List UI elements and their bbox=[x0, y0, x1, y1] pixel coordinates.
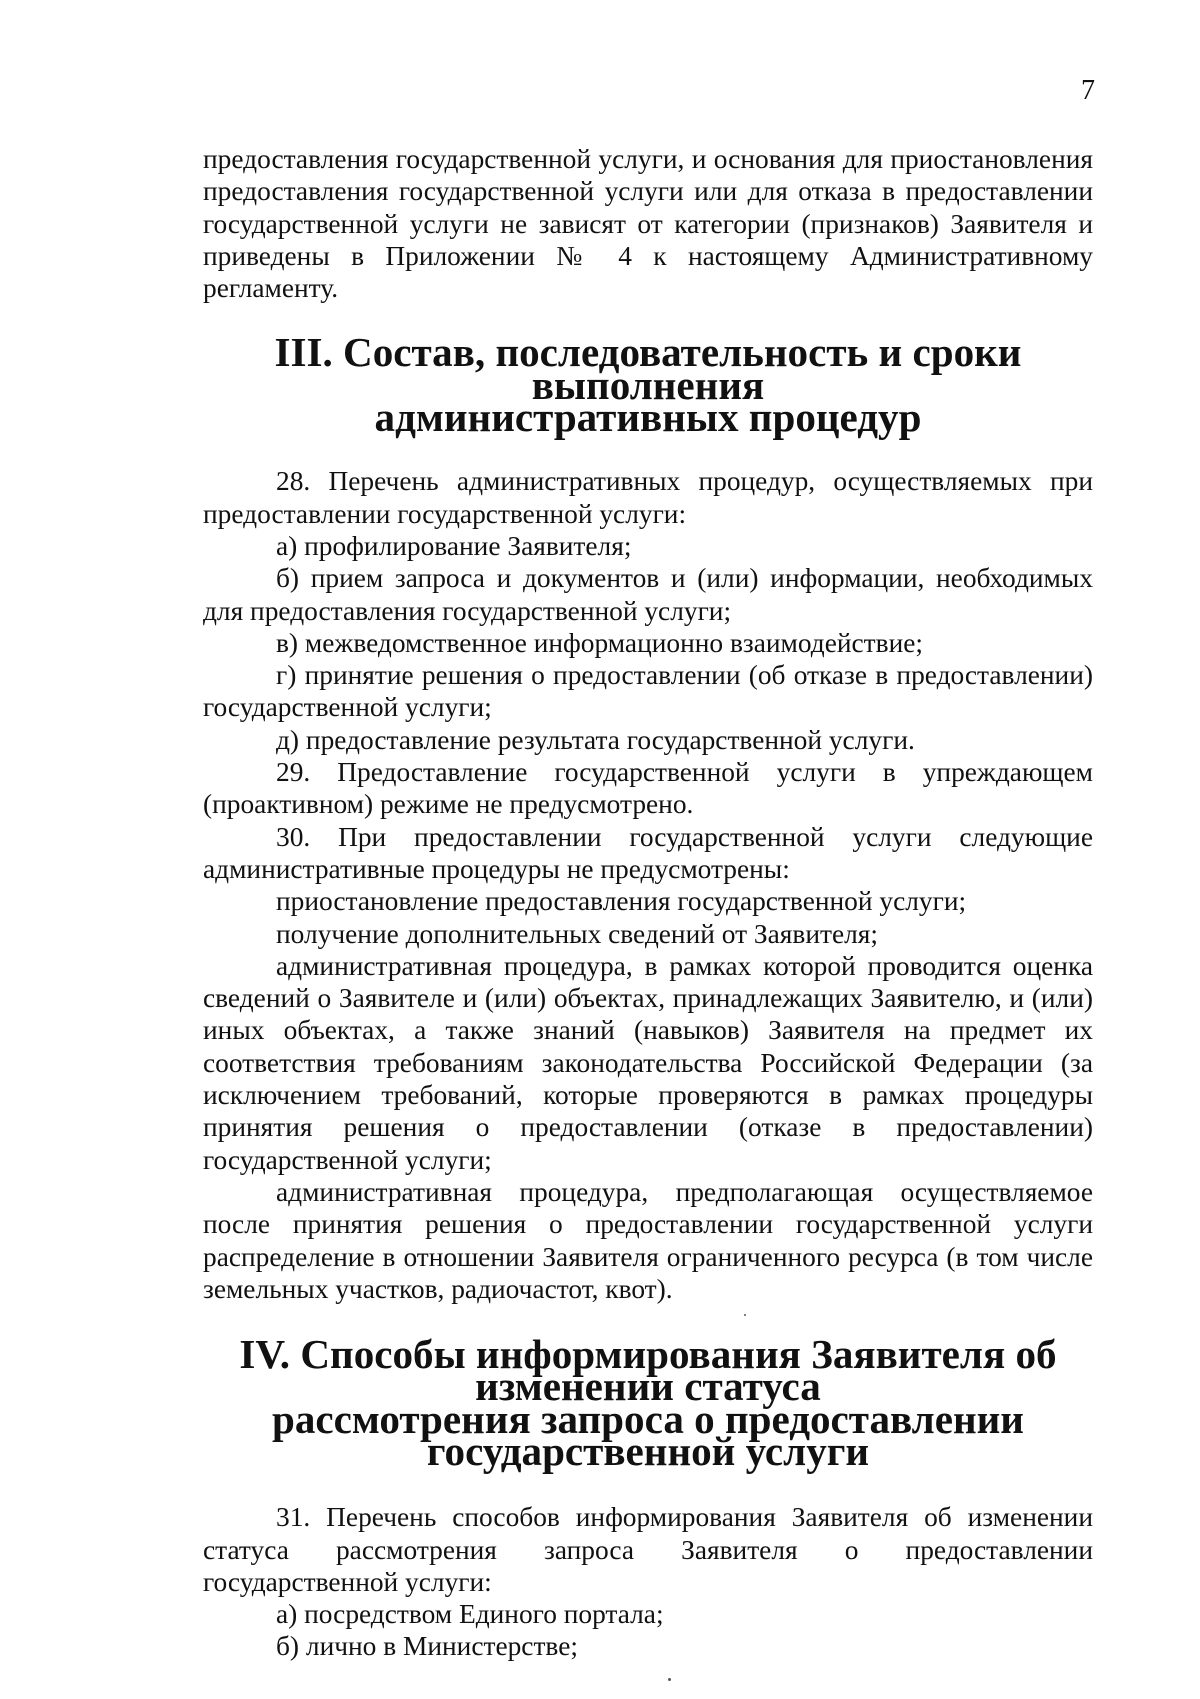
paragraph-30-item-2: получение дополнительных сведений от Заявителя; bbox=[276, 918, 878, 949]
document-body bbox=[203, 143, 1093, 1663]
paragraph-30-item-3: административная процедура, в рамках которой проводится оценка сведений о Заявителе и (или) объектах, принадлежащих Заявителю, и (или) иных объектах, а также знаний (навыков) Заявителя на предмет их соответствия требованиям законодательства Российской Федерации (за исключением требований, которые проверяются в рамках процедуры принятия решения о предоставлении (отказе в предоставлении) государственной услуги; bbox=[203, 950, 1093, 1175]
paragraph-29: 29. Предоставление государственной услуги в упреждающем (проактивном) режиме не предусмотрено. bbox=[203, 757, 1093, 820]
section-4-heading-line-2: рассмотрения запроса о предоставлении государственной услуги bbox=[272, 1395, 1024, 1474]
paragraph-28-item-b: б) прием запроса и документов и (или) информации, необходимых для предоставления государственной услуги; bbox=[203, 563, 1093, 626]
paragraph-30-item-4: административная процедура, предполагающая осуществляемое после принятия решения о предоставлении государственной услуги распределение в отношении Заявителя ограниченного ресурса (в том числе земельных участков, радиочастот, квот). bbox=[203, 1176, 1093, 1304]
paragraph-28-item-d: г) принятие решения о предоставлении (об отказе в предоставлении) государственной услуги; bbox=[203, 660, 1093, 723]
paragraph-30-item-1: приостановление предоставления государственной услуги; bbox=[276, 886, 967, 917]
scan-speck bbox=[744, 1314, 746, 1316]
paragraph-31-item-a: а) посредством Единого портала; bbox=[276, 1599, 664, 1630]
section-3-heading-line-2: административных процедур bbox=[374, 394, 922, 441]
section-4-heading bbox=[203, 1331, 1093, 1474]
intro-paragraph: предоставления государственной услуги, и основания для приостановления предоставления государственной услуги или для отказа в предоставлении государственной услуги не зависят от категории (признаков) Заявителя и приведены в Приложении № 4 к настоящему Административному регламенту. bbox=[203, 144, 1093, 304]
paragraph-30: 30. При предоставлении государственной услуги следующие административные процедуры не предусмотрены: bbox=[203, 821, 1093, 884]
section-4-heading-line-1: IV. Способы информирования Заявителя об изменении статуса bbox=[239, 1331, 1057, 1410]
paragraph-31-item-b: б) лично в Министерстве; bbox=[276, 1631, 578, 1662]
scan-speck bbox=[668, 1678, 671, 1681]
paragraph-28-item-a: а) профилирование Заявителя; bbox=[276, 530, 632, 561]
paragraph-28-item-e: д) предоставление результата государственной услуги. bbox=[276, 724, 915, 755]
page-number: 7 bbox=[1081, 75, 1095, 106]
paragraph-28-item-c: в) межведомственное информационно взаимодействие; bbox=[276, 627, 923, 658]
paragraph-31: 31. Перечень способов информирования Заявителя об изменении статуса рассмотрения запроса Заявителя о предоставлении государственной услуги: bbox=[203, 1502, 1093, 1597]
section-3-heading bbox=[203, 329, 1093, 441]
section-3-heading-line-1: III. Состав, последовательность и сроки выполнения bbox=[274, 329, 1022, 408]
paragraph-28: 28. Перечень административных процедур, осуществляемых при предоставлении государственной услуги: bbox=[203, 466, 1093, 529]
